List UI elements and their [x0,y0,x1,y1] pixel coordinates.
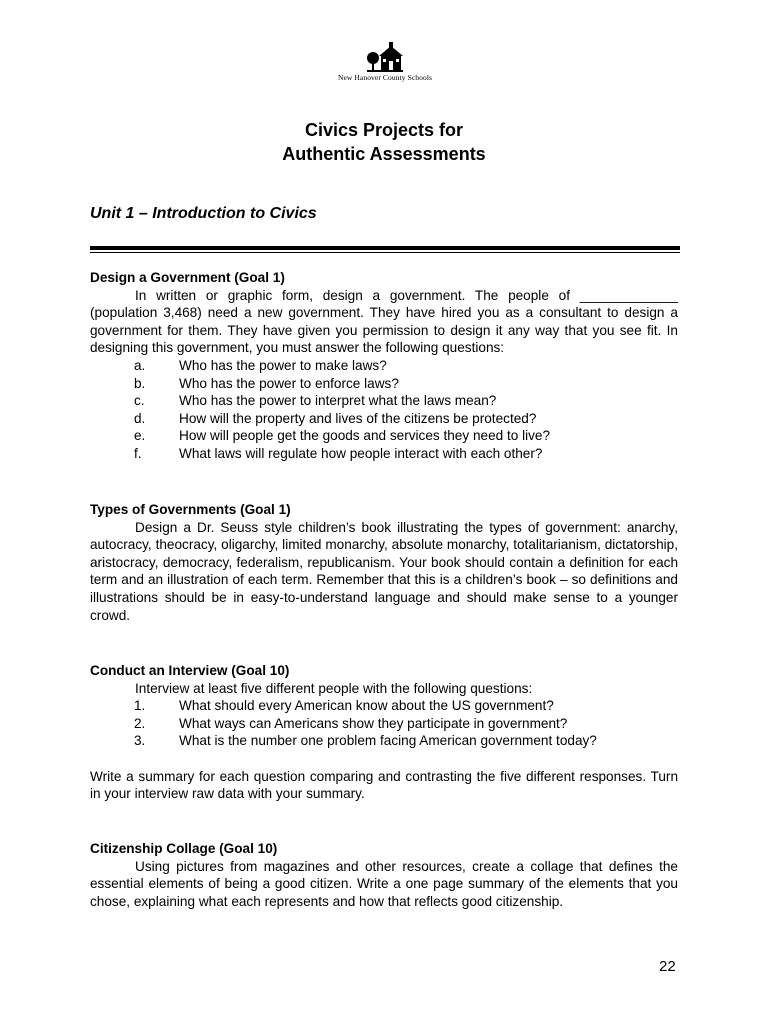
list-marker: c. [134,393,145,409]
divider-thick [90,246,680,250]
spacer [90,750,678,768]
list-item-text: Who has the power to enforce laws? [179,375,399,391]
section-paragraph: Design a Dr. Seuss style children’s book illustrating the types of government: anarchy, autocracy, theocracy, oligarchy, limited monarchy, absolute monarchy, totalitarianism, dictatorship, aristocracy, democracy, federalism, republicanism. Your book should contain a definition for each term and an illustration of each term. Remember that this is a children’s book – so definitions and illustrations should be in easy-to-understand language and should make sense to a younger crowd. [90,519,678,623]
list-marker: b. [134,375,146,391]
list-item-text: How will people get the goods and services they need to live? [179,428,551,444]
title-line-2: Authentic Assessments [282,144,486,164]
document-title [0,118,768,166]
list-item-text: How will the property and lives of the citizens be protected? [179,410,537,426]
question-list [90,357,678,463]
list-marker: a. [134,357,146,373]
list-item [90,732,678,750]
section-paragraph: Interview at least five different people with the following questions: [135,680,533,696]
list-item-text: What should every American know about the US government? [179,698,554,714]
list-item-text: What ways can Americans show they participate in government? [179,715,568,731]
section-paragraph: In written or graphic form, design a government. The people of _____________ (population 3,468) need a new government. They have hired you as a consultant to design a government for them. They have given you permission to design it any way that you see fit. In designing this government, you must answer the following questions: [90,287,678,356]
divider-thin [90,252,680,253]
section-collage [90,840,678,910]
schoolhouse-tree-icon [365,42,405,72]
title-line-1: Civics Projects for [304,120,464,140]
question-list [90,697,678,750]
list-item-text: What laws will regulate how people interact with each other? [179,445,543,461]
list-item [90,357,678,375]
list-marker: e. [134,428,146,444]
list-item [90,445,678,463]
list-item [90,392,678,410]
school-logo [320,42,450,82]
list-marker: 1. [134,698,146,714]
summary-paragraph: Write a summary for each question comparing and contrasting the five different responses. Turn in your interview raw data with your summary. [90,768,678,802]
section-interview [90,662,678,803]
list-item [90,427,678,445]
section-types-government [90,501,678,624]
list-item-text: Who has the power to interpret what the laws mean? [179,393,497,409]
page-number: 22 [659,958,676,975]
section-paragraph: Using pictures from magazines and other resources, create a collage that defines the essential elements of being a good citizen. Write a one page summary of the elements that you chose, explaining what each represents and how that reflects good citizenship. [90,858,678,909]
list-marker: 3. [134,733,146,749]
list-item [90,715,678,733]
logo-text: New Hanover County Schools [337,73,433,82]
section-heading: Conduct an Interview (Goal 10) [90,663,290,678]
list-item-text: Who has the power to make laws? [179,357,387,373]
list-marker: d. [134,410,146,426]
section-heading: Types of Governments (Goal 1) [90,502,291,517]
section-design-government [90,269,678,463]
unit-heading: Unit 1 – Introduction to Civics [90,205,317,222]
list-marker: 2. [134,715,146,731]
list-item [90,697,678,715]
list-marker: f. [134,445,142,461]
list-item [90,410,678,428]
section-heading: Citizenship Collage (Goal 10) [90,841,278,856]
list-item [90,375,678,393]
list-item-text: What is the number one problem facing American government today? [179,733,597,749]
section-heading: Design a Government (Goal 1) [90,270,285,285]
